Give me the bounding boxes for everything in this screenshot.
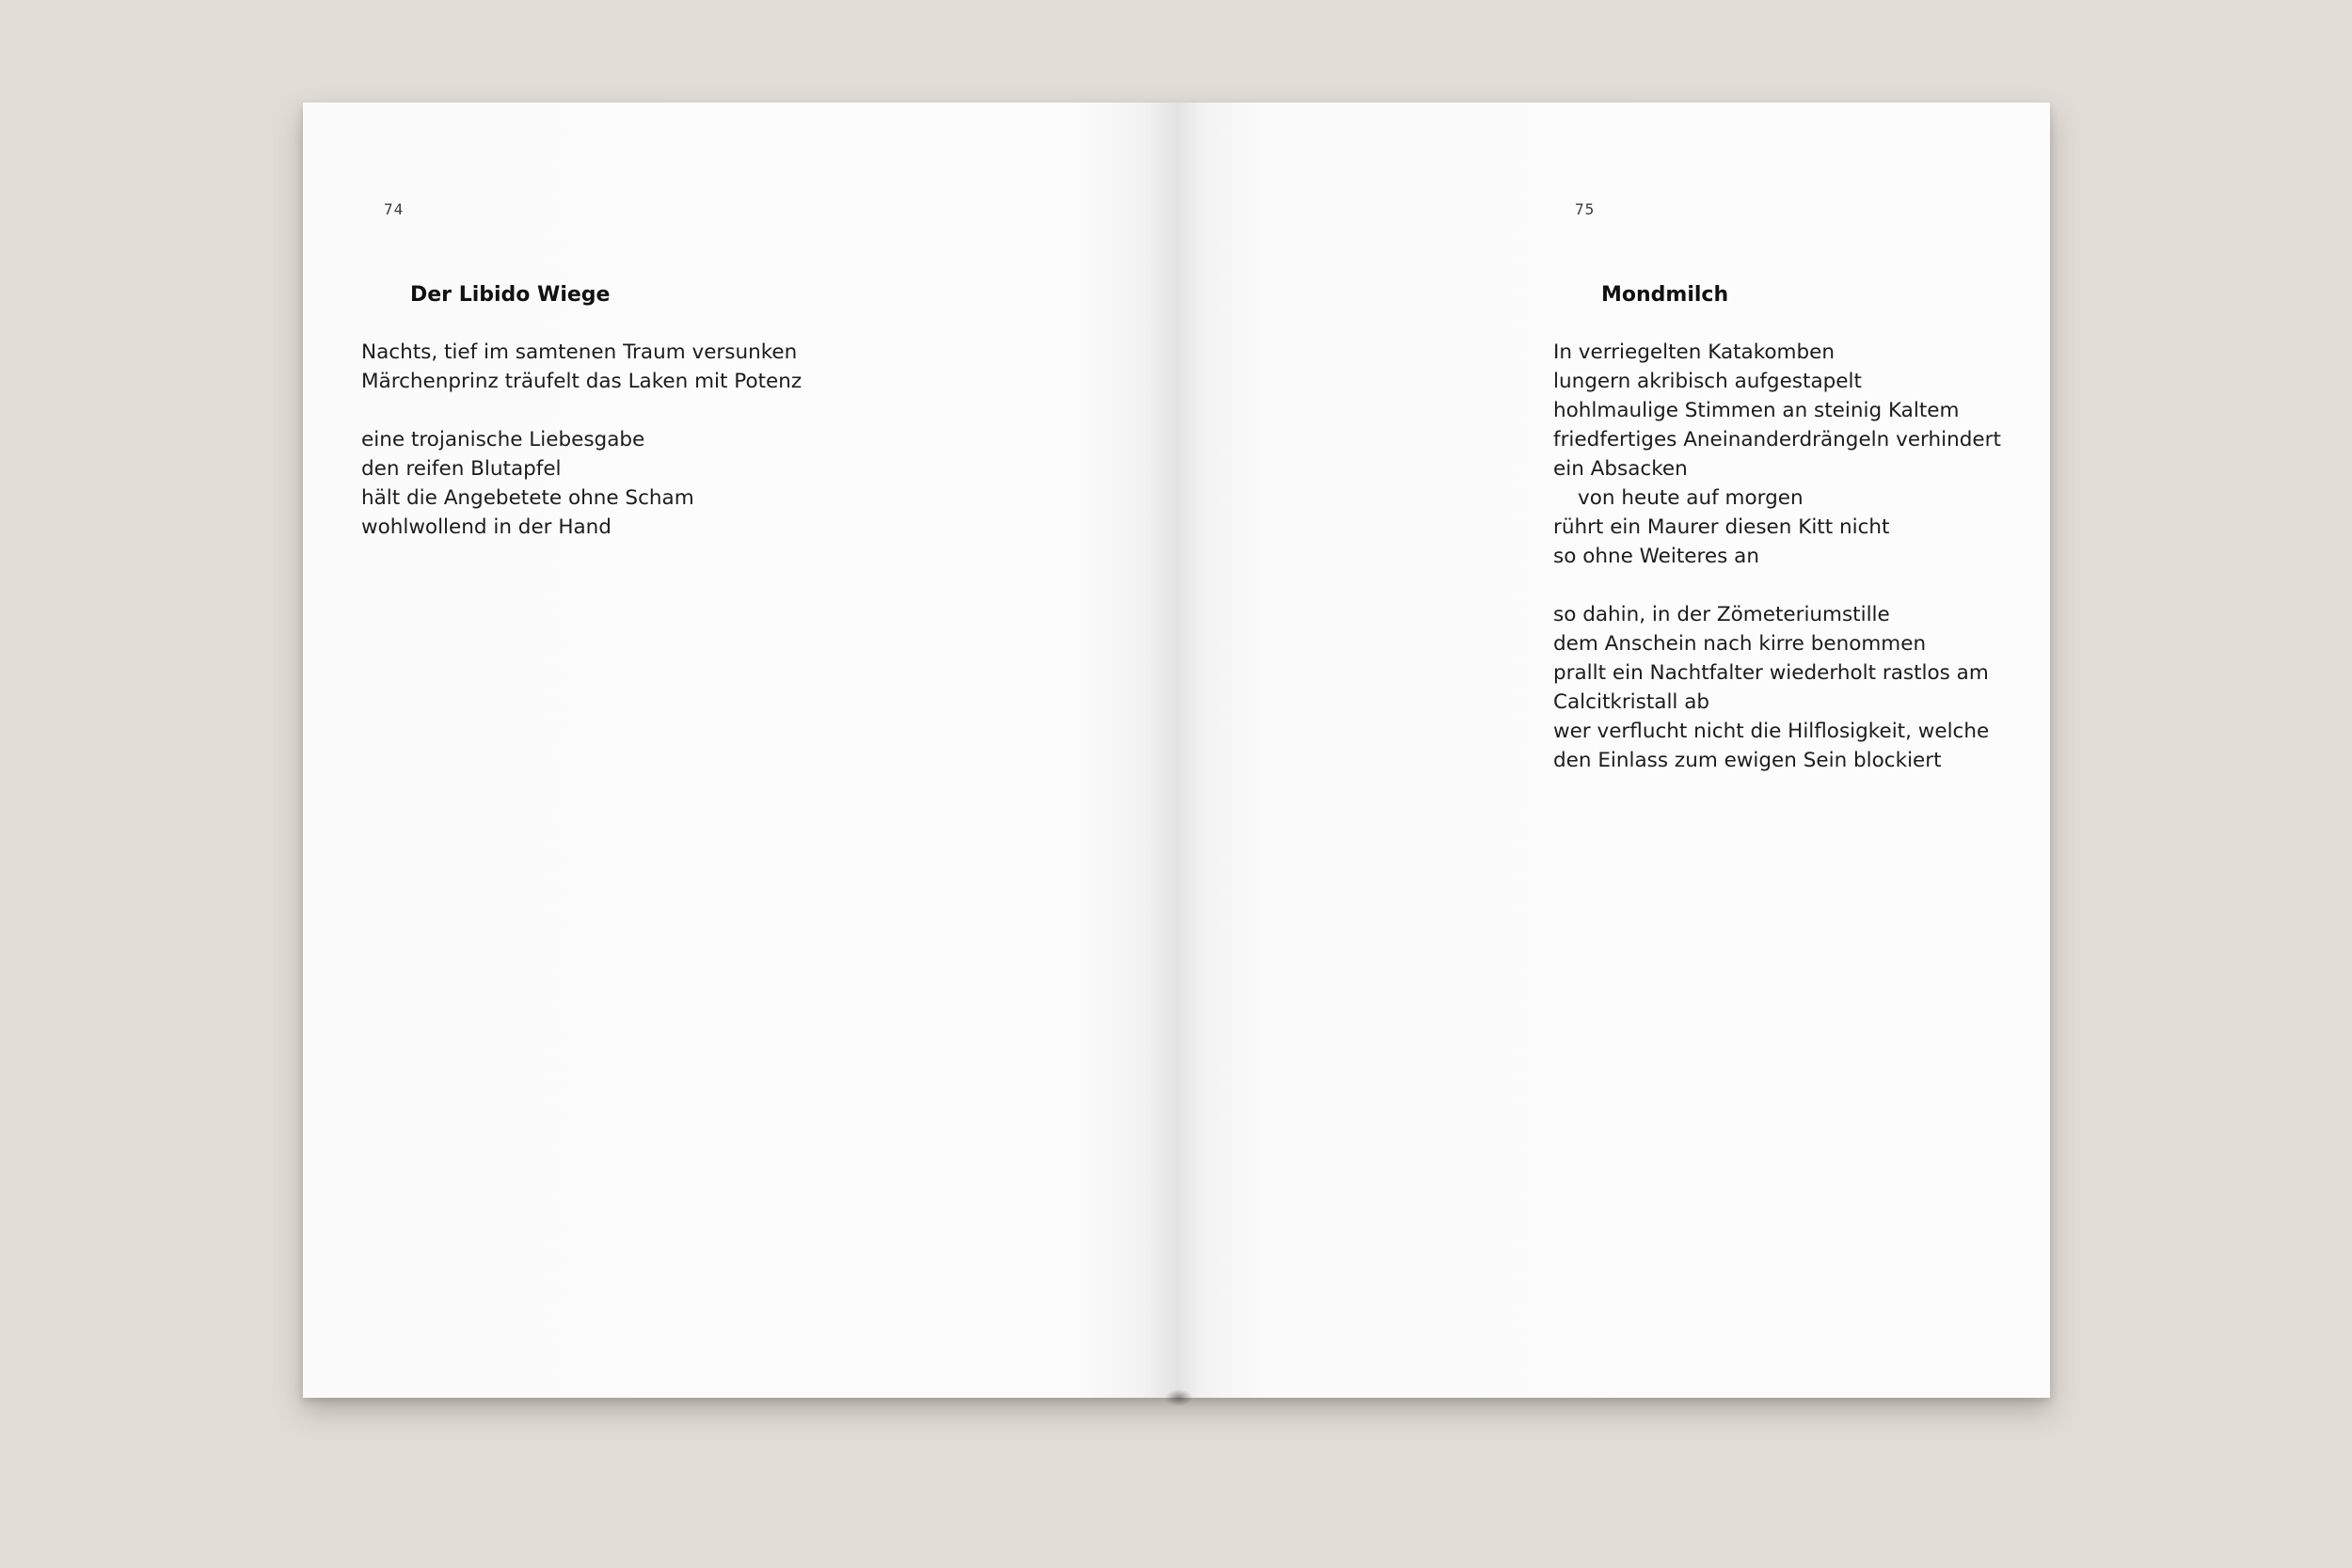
poem-line: eine trojanische Liebesgabe bbox=[361, 428, 645, 451]
poem-line: dem Anschein nach kirre benommen bbox=[1553, 632, 1927, 656]
stanza bbox=[1553, 600, 1989, 717]
right-page bbox=[1176, 103, 2050, 1398]
poem-line: lungern akribisch aufgestapelt bbox=[1553, 370, 1862, 393]
stanza bbox=[361, 425, 694, 542]
poem-line: rührt ein Maurer diesen Kitt nicht bbox=[1553, 515, 1890, 539]
poem-title: Der Libido Wiege bbox=[410, 283, 611, 307]
stanza bbox=[1553, 717, 1989, 775]
poem-title: Mondmilch bbox=[1601, 283, 1729, 307]
poem-line: Calcitkristall ab bbox=[1553, 690, 1710, 714]
poem-line: von heute auf morgen bbox=[1578, 486, 1804, 510]
poem-line: wer verflucht nicht die Hilflosigkeit, welche bbox=[1553, 720, 1990, 743]
stanza bbox=[361, 338, 802, 396]
poem-line: ein Absacken bbox=[1553, 457, 1688, 481]
poem-line: In verriegelten Katakomben bbox=[1553, 341, 1836, 364]
poem-line: friedfertiges Aneinanderdrängeln verhindert bbox=[1553, 428, 2001, 451]
poem-line: Märchenprinz träufelt das Laken mit Potenz bbox=[361, 370, 803, 393]
poem-line: prallt ein Nachtfalter wiederholt rastlos am bbox=[1553, 661, 1989, 685]
spine-shadow bbox=[1165, 1389, 1193, 1406]
poem-line: den reifen Blutapfel bbox=[361, 457, 562, 481]
left-page bbox=[303, 103, 1176, 1398]
stanza bbox=[1553, 338, 2001, 571]
poem-line: Nachts, tief im samtenen Traum versunken bbox=[361, 341, 798, 364]
poem-line: den Einlass zum ewigen Sein blockiert bbox=[1553, 749, 1942, 772]
poem-line: wohlwollend in der Hand bbox=[361, 515, 612, 539]
poem-line: hohlmaulige Stimmen an steinig Kaltem bbox=[1553, 399, 1960, 422]
poem-line: so dahin, in der Zömeteriumstille bbox=[1553, 603, 1890, 626]
open-book bbox=[303, 103, 2050, 1398]
page-number: 75 bbox=[1575, 200, 1596, 218]
poem-line: so ohne Weiteres an bbox=[1553, 545, 1759, 568]
page-number: 74 bbox=[384, 200, 405, 218]
poem-line: hält die Angebetete ohne Scham bbox=[361, 486, 694, 510]
